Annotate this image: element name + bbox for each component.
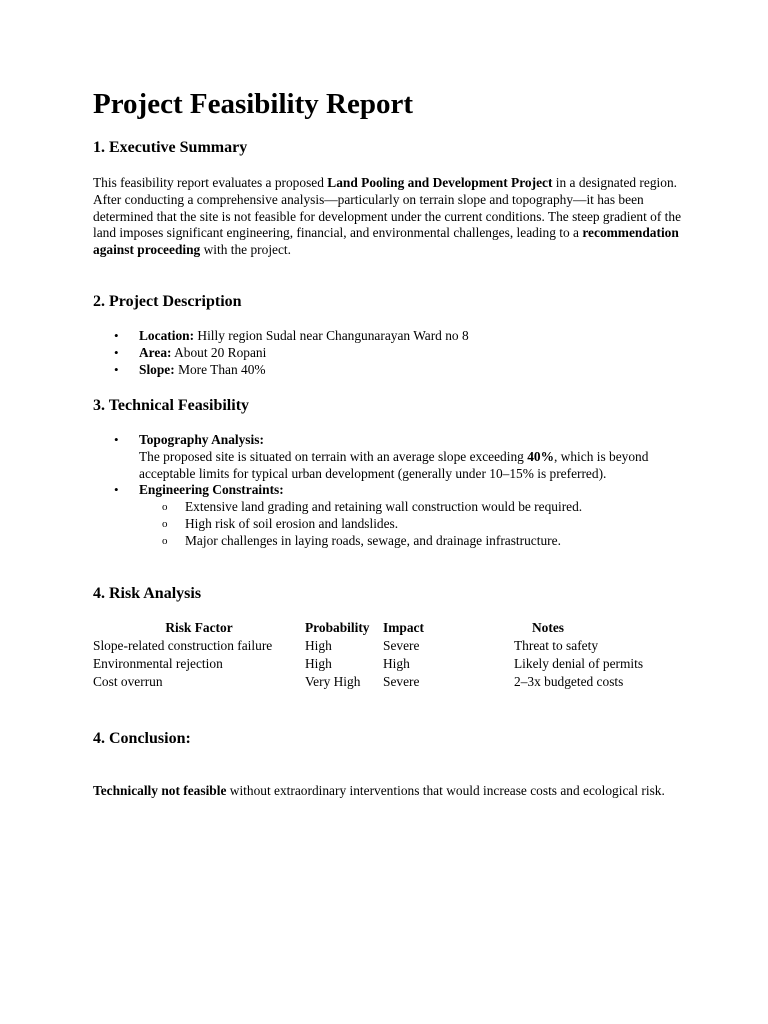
bullet-icon: • <box>114 482 119 498</box>
slope-value: More Than 40% <box>174 361 266 377</box>
exec-summary-paragraph <box>93 175 683 259</box>
bullet-icon: • <box>114 432 119 447</box>
technical-feasibility-list <box>93 432 683 550</box>
table-cell: Severe <box>383 638 420 653</box>
column-header-probability: Probability <box>305 620 370 635</box>
list-item-location <box>93 328 693 345</box>
sub-bullet-icon: o <box>162 501 168 514</box>
table-cell: Likely denial of permits <box>514 656 644 671</box>
location-label: Location: <box>139 328 195 343</box>
conclusion-heading: 4. Conclusion: <box>93 730 191 747</box>
table-row <box>93 637 692 655</box>
table-cell: High <box>305 638 332 653</box>
column-header-impact: Impact <box>383 620 424 635</box>
table-header-row <box>93 619 692 637</box>
exec-summary-heading: 1. Executive Summary <box>93 139 248 156</box>
project-description-list <box>93 328 693 378</box>
bullet-icon: • <box>114 361 119 377</box>
exec-text-1: This feasibility report evaluates a proposed <box>93 175 328 190</box>
sub-list-item <box>93 499 683 516</box>
engineering-item-text: Major challenges in laying roads, sewage, and drainage infrastructure. <box>185 532 561 548</box>
table-row <box>93 655 692 673</box>
list-item-topography <box>93 432 683 482</box>
slope-label: Slope: <box>139 361 175 377</box>
sub-bullet-icon: o <box>162 517 168 530</box>
table-cell: Very High <box>305 674 361 689</box>
table-cell: 2–3x budgeted costs <box>514 674 624 689</box>
topography-text-2: , which is beyond acceptable limits for typical urban development (generally under 10–15% is preferred). <box>139 448 649 481</box>
conclusion-text: without extraordinary interventions that would increase costs and ecological risk. <box>226 783 665 798</box>
topography-bold-slope: 40% <box>527 448 554 464</box>
area-value: About 20 Ropani <box>171 344 267 360</box>
column-header-risk-factor: Risk Factor <box>165 620 233 635</box>
exec-bold-recommendation: recommendation against proceeding <box>93 225 679 258</box>
sub-bullet-icon: o <box>162 534 168 547</box>
engineering-item-text: High risk of soil erosion and landslides. <box>185 515 399 531</box>
table-cell: Threat to safety <box>514 638 599 653</box>
list-item-engineering <box>93 482 683 499</box>
column-header-notes: Notes <box>532 620 564 635</box>
project-description-heading: 2. Project Description <box>93 293 242 310</box>
list-item-area <box>93 345 693 362</box>
table-cell: High <box>383 656 410 671</box>
table-cell: Environmental rejection <box>93 656 223 671</box>
table-row <box>93 673 692 691</box>
topography-text-1: The proposed site is situated on terrain with an average slope exceeding <box>139 448 528 464</box>
table-cell: High <box>305 656 332 671</box>
table-cell: Severe <box>383 674 420 689</box>
table-cell: Cost overrun <box>93 674 163 689</box>
bullet-icon: • <box>114 344 119 360</box>
engineering-label: Engineering Constraints: <box>139 482 284 498</box>
exec-text-2: in a designated region. After conducting a comprehensive analysis—particularly on terrain slope and topography—it has been determined that the site is not feasible for development under the current conditions. The steep gradient of the land imposes significant engineering, financial, and environmental challenges, leading to a <box>93 175 682 241</box>
risk-analysis-heading: 4. Risk Analysis <box>93 585 202 602</box>
table-cell: Slope-related construction failure <box>93 638 273 653</box>
document-title: Project Feasibility Report <box>93 88 413 120</box>
exec-text-3: with the project. <box>200 242 291 258</box>
topography-label: Topography Analysis: <box>139 432 264 447</box>
list-item-slope <box>93 362 693 379</box>
engineering-item-text: Extensive land grading and retaining wall construction would be required. <box>185 499 583 515</box>
bullet-icon: • <box>114 328 119 343</box>
sub-list-item <box>93 533 683 550</box>
technical-feasibility-heading: 3. Technical Feasibility <box>93 397 250 414</box>
sub-list-item <box>93 516 683 533</box>
conclusion-paragraph <box>93 783 683 800</box>
exec-bold-project: Land Pooling and Development Project <box>327 175 553 190</box>
area-label: Area: <box>139 344 172 360</box>
risk-table <box>93 619 692 691</box>
location-value: Hilly region Sudal near Changunarayan Ward no 8 <box>194 328 469 343</box>
conclusion-bold: Technically not feasible <box>93 783 227 798</box>
